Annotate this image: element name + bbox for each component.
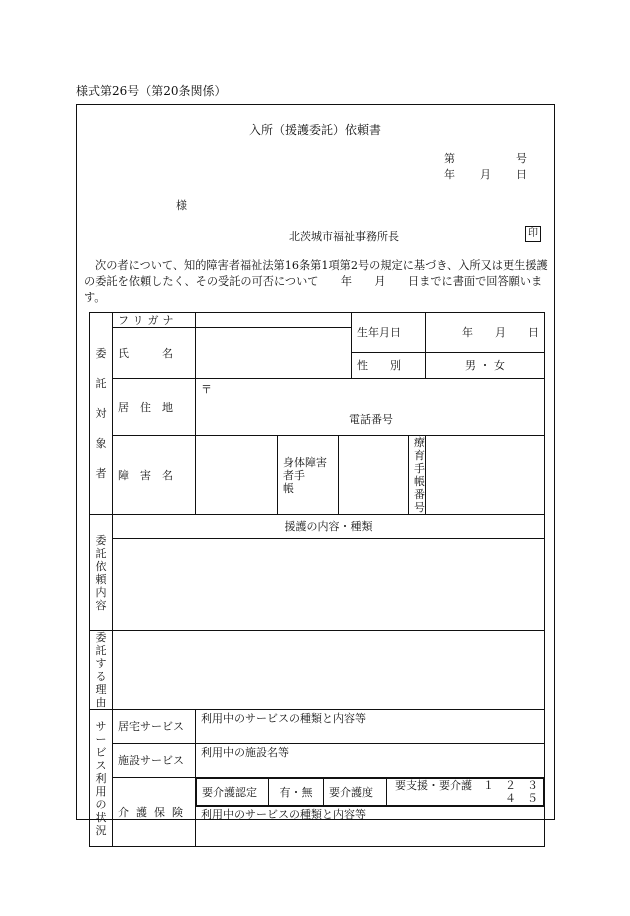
vertical-label-char: 対: [95, 406, 107, 420]
disability-field[interactable]: [196, 436, 278, 515]
ryoiku-book-field[interactable]: [426, 436, 545, 515]
vertical-label-char: 内: [95, 585, 107, 599]
vertical-label-char: 象: [95, 436, 107, 450]
home-service-field[interactable]: 利用中のサービスの種類と内容等: [196, 710, 545, 744]
care-service-field[interactable]: 利用中のサービスの種類と内容等: [196, 807, 545, 847]
care-level-value[interactable]: 要支援・要介護 １ ２ ３ ４ ５: [387, 779, 544, 806]
services-side-label: [90, 710, 113, 847]
vertical-label-char: 託: [95, 376, 107, 390]
home-service-label: 居宅サービス: [113, 710, 196, 744]
vertical-label-char: ス: [95, 758, 107, 772]
furigana-field[interactable]: [196, 313, 352, 328]
seal-mark: 印: [525, 226, 541, 242]
vertical-label-char: 託: [95, 644, 107, 657]
sex-field[interactable]: 男 ・ 女: [426, 353, 545, 379]
care-cert-row: [196, 778, 550, 807]
vertical-label-char: 頼: [95, 572, 107, 586]
vertical-label-char: 委: [95, 631, 107, 644]
subject-side-label: [90, 313, 113, 515]
care-insurance-label: 介護保険: [113, 778, 196, 847]
reason-side-label: [90, 631, 113, 710]
vertical-label-char: 委: [95, 533, 107, 547]
postal-mark: 〒: [201, 383, 212, 396]
body-text: 次の者について、知的障害者福祉法第16条第1項第2号の規定に基づき、入所又は更生援護の委託を依頼したく、その受託の可否について 年 月 日までに書面で回答願います。: [84, 259, 548, 304]
facility-service-label: 施設サービス: [113, 744, 196, 778]
address-field[interactable]: [196, 379, 545, 436]
physical-book-field[interactable]: [339, 436, 409, 515]
address-label: 居 住 地: [113, 379, 196, 436]
content-header: 援護の内容・種類: [113, 515, 545, 539]
care-level-label: 要介護度: [324, 779, 387, 806]
date-tsuki: 月: [480, 168, 491, 181]
request-form-table: [89, 312, 550, 847]
facility-service-field[interactable]: 利用中の施設名等: [196, 744, 545, 778]
document-title: 入所（援護委託）依頼書: [248, 123, 381, 137]
doc-number-dai: 第: [444, 152, 455, 165]
ryoiku-book-label: 療育手帳番 号: [409, 436, 426, 515]
care-cert-value[interactable]: 有・無: [269, 779, 324, 806]
vertical-label-char: 況: [95, 823, 107, 837]
vertical-label-char: 由: [95, 696, 107, 709]
furigana-label: フリガナ: [113, 313, 196, 328]
name-label: 氏 名: [113, 328, 196, 379]
vertical-label-char: 依: [95, 559, 107, 573]
date-hi: 日: [516, 168, 527, 181]
vertical-label-char: サ: [95, 719, 107, 733]
phone-label: 電話番号: [349, 413, 393, 426]
name-field[interactable]: [196, 328, 352, 379]
vertical-label-char: 理: [95, 683, 107, 696]
birthdate-field[interactable]: 年 月 日: [426, 313, 545, 353]
vertical-label-char: ー: [95, 732, 107, 746]
birthdate-label: 生年月日: [352, 313, 426, 353]
doc-number-go: 号: [516, 152, 527, 165]
vertical-label-char: ビ: [95, 745, 107, 759]
vertical-label-char: 託: [95, 546, 107, 560]
vertical-label-char: る: [95, 670, 107, 683]
disability-label: 障 害 名: [113, 436, 196, 515]
vertical-label-char: 委: [95, 346, 107, 360]
content-field[interactable]: [113, 539, 545, 631]
content-side-label: [90, 515, 113, 631]
reason-field[interactable]: [113, 631, 545, 710]
care-cert-label: 要介護認定: [197, 779, 269, 806]
form-number: 様式第26号（第20条関係）: [76, 84, 227, 98]
date-nen: 年: [444, 168, 455, 181]
physical-book-label: 身体障害者手 帳: [278, 436, 339, 515]
sender-name: 北茨城市福祉事務所長: [289, 230, 399, 243]
vertical-label-char: す: [95, 657, 107, 670]
vertical-label-char: 容: [95, 598, 107, 612]
vertical-label-char: 者: [95, 466, 107, 480]
vertical-label-char: 用: [95, 784, 107, 798]
vertical-label-char: の: [95, 797, 107, 811]
vertical-label-char: 利: [95, 771, 107, 785]
addressee-suffix: 様: [176, 199, 187, 212]
vertical-label-char: 状: [95, 810, 107, 824]
sex-label: 性 別: [352, 353, 426, 379]
